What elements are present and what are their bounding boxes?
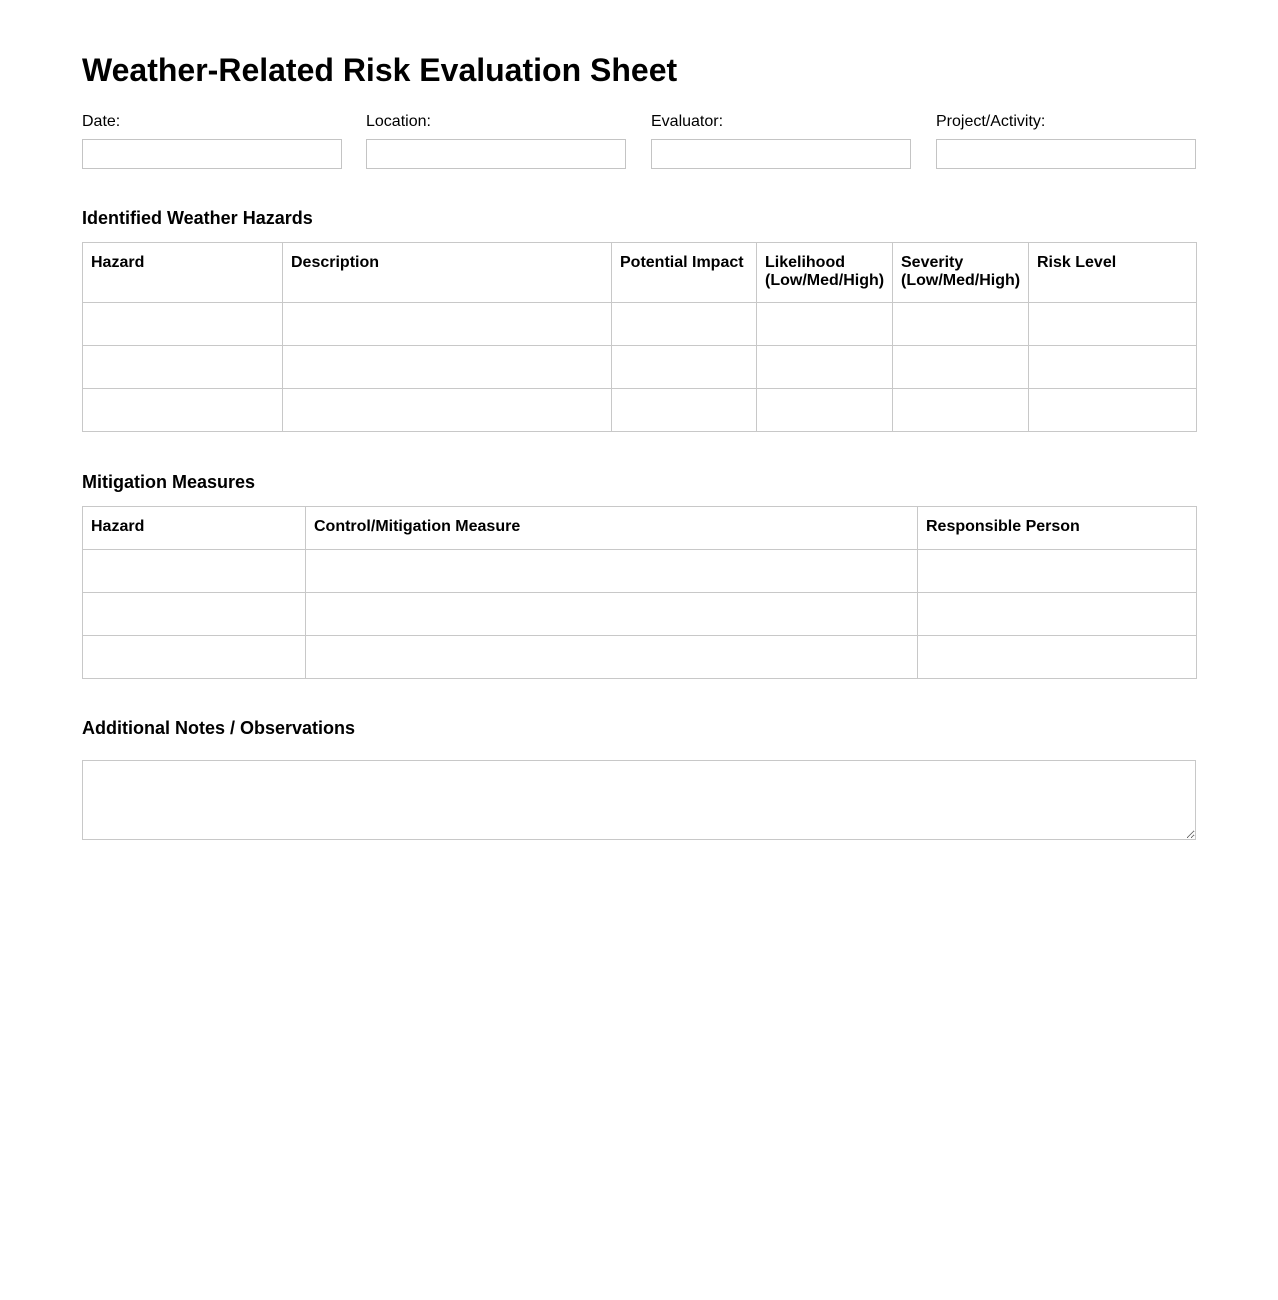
project-label: Project/Activity: — [936, 113, 1046, 130]
severity-cell[interactable] — [893, 389, 1029, 432]
mitigation-header-row — [83, 507, 1197, 550]
likelihood-cell[interactable] — [757, 389, 893, 432]
impact-cell[interactable] — [612, 303, 757, 346]
notes-heading: Additional Notes / Observations — [82, 718, 356, 738]
table-row — [83, 550, 1197, 593]
likelihood-cell[interactable] — [757, 303, 893, 346]
header-fields — [82, 112, 1196, 172]
col-responsible-person: Responsible Person — [918, 507, 1197, 550]
date-field-group — [82, 112, 342, 132]
hazards-header-row — [83, 243, 1197, 303]
date-input[interactable] — [82, 139, 342, 169]
date-label: Date: — [82, 113, 121, 130]
hazard-cell[interactable] — [83, 346, 283, 389]
col-hazard: Hazard — [83, 243, 283, 303]
col-severity: Severity (Low/Med/High) — [893, 243, 1029, 303]
table-row — [83, 636, 1197, 679]
col-description: Description — [283, 243, 612, 303]
mitigation-table — [82, 506, 1197, 679]
responsible-person-cell[interactable] — [918, 593, 1197, 636]
table-row — [83, 346, 1197, 389]
evaluator-input[interactable] — [651, 139, 911, 169]
project-input[interactable] — [936, 139, 1196, 169]
hazard-cell[interactable] — [83, 593, 306, 636]
location-input[interactable] — [366, 139, 626, 169]
severity-cell[interactable] — [893, 303, 1029, 346]
col-hazard: Hazard — [83, 507, 306, 550]
location-field-group — [366, 112, 626, 132]
measure-cell[interactable] — [306, 593, 918, 636]
likelihood-cell[interactable] — [757, 346, 893, 389]
impact-cell[interactable] — [612, 346, 757, 389]
risk-level-cell[interactable] — [1029, 346, 1197, 389]
risk-level-cell[interactable] — [1029, 303, 1197, 346]
hazards-table — [82, 242, 1197, 432]
col-control-mitigation-measure: Control/Mitigation Measure — [306, 507, 918, 550]
hazard-cell[interactable] — [83, 303, 283, 346]
description-cell[interactable] — [283, 389, 612, 432]
risk-level-cell[interactable] — [1029, 389, 1197, 432]
severity-cell[interactable] — [893, 346, 1029, 389]
measure-cell[interactable] — [306, 636, 918, 679]
mitigation-heading: Mitigation Measures — [82, 472, 256, 492]
evaluator-field-group — [651, 112, 911, 132]
col-likelihood: Likelihood (Low/Med/High) — [757, 243, 893, 303]
page-title: Weather-Related Risk Evaluation Sheet — [82, 52, 678, 88]
description-cell[interactable] — [283, 303, 612, 346]
location-label: Location: — [366, 113, 431, 130]
description-cell[interactable] — [283, 346, 612, 389]
col-potential-impact: Potential Impact — [612, 243, 757, 303]
col-risk-level: Risk Level — [1029, 243, 1197, 303]
responsible-person-cell[interactable] — [918, 636, 1197, 679]
responsible-person-cell[interactable] — [918, 550, 1197, 593]
table-row — [83, 303, 1197, 346]
hazard-cell[interactable] — [83, 550, 306, 593]
measure-cell[interactable] — [306, 550, 918, 593]
impact-cell[interactable] — [612, 389, 757, 432]
hazards-heading: Identified Weather Hazards — [82, 208, 313, 228]
notes-textarea[interactable] — [82, 760, 1196, 840]
table-row — [83, 593, 1197, 636]
project-field-group — [936, 112, 1196, 132]
hazard-cell[interactable] — [83, 389, 283, 432]
hazard-cell[interactable] — [83, 636, 306, 679]
table-row — [83, 389, 1197, 432]
evaluator-label: Evaluator: — [651, 113, 724, 130]
